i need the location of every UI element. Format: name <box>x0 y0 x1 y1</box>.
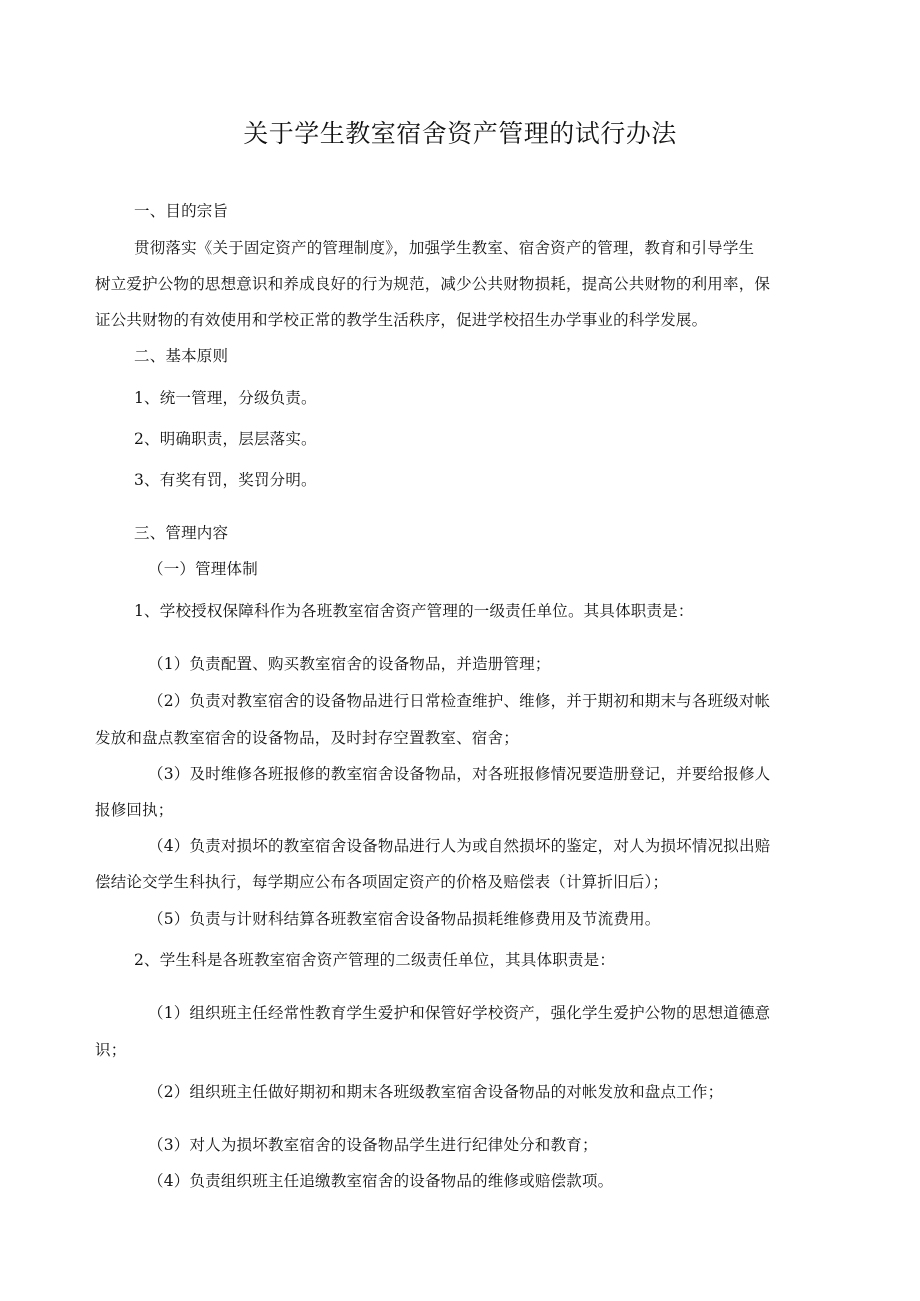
duty-item: （5）负责与计财科结算各班教室宿舍设备物品损耗维修费用及节流费用。 <box>148 910 661 928</box>
principle-item: 2、明确职责，层层落实。 <box>134 430 317 448</box>
section-heading-content: 三、管理内容 <box>134 524 229 542</box>
section-heading-purpose: 一、目的宗旨 <box>134 202 229 220</box>
duty-item: （3）对人为损坏教室宿舍的设备物品学生进行纪律处分和教育； <box>148 1136 598 1154</box>
paragraph-line: 树立爱护公物的思想意识和养成良好的行为规范，减少公共财物损耗，提高公共财物的利用率，保 <box>95 275 771 293</box>
principle-item: 3、有奖有罚，奖罚分明。 <box>134 471 317 489</box>
section-heading-principles: 二、基本原则 <box>134 347 229 365</box>
duty-item: （1）负责配置、购买教室宿舍的设备物品，并造册管理； <box>148 655 551 673</box>
duty-item: （3）及时维修各班报修的教室宿舍设备物品，对各班报修情况要造册登记，并要给报修人 <box>148 765 771 783</box>
paragraph-line: 1、学校授权保障科作为各班教室宿舍资产管理的一级责任单位。其具体职责是： <box>134 602 694 620</box>
paragraph-line: 2、学生科是各班教室宿舍资产管理的二级责任单位，其具体职责是： <box>134 951 616 969</box>
document-title: 关于学生教室宿舍资产管理的试行办法 <box>243 119 677 148</box>
subsection-heading: （一）管理体制 <box>148 560 258 578</box>
duty-item: （4）负责对损坏的教室宿舍设备物品进行人为或自然损坏的鉴定，对人为损坏情况拟出赔 <box>148 837 771 855</box>
duty-item-continued: 报修回执； <box>95 801 174 819</box>
paragraph-line: 证公共财物的有效使用和学校正常的教学生活秩序，促进学校招生办学事业的科学发展。 <box>95 311 708 329</box>
duty-item: （2）组织班主任做好期初和期末各班级教室宿舍设备物品的对帐发放和盘点工作； <box>148 1083 724 1101</box>
principle-item: 1、统一管理，分级负责。 <box>134 389 317 407</box>
duty-item: （1）组织班主任经常性教育学生爱护和保管好学校资产，强化学生爱护公物的思想道德意 <box>148 1004 771 1022</box>
duty-item-continued: 识； <box>95 1041 127 1059</box>
duty-item-continued: 发放和盘点教室宿舍的设备物品，及时封存空置教室、宿舍； <box>95 729 519 747</box>
paragraph-line: 贯彻落实《关于固定资产的管理制度》，加强学生教室、宿舍资产的管理，教育和引导学生 <box>134 239 755 257</box>
duty-item: （4）负责组织班主任追缴教室宿舍的设备物品的维修或赔偿款项。 <box>148 1172 614 1190</box>
duty-item-continued: 偿结论交学生科执行，每学期应公布各项固定资产的价格及赔偿表（计算折旧后）； <box>95 873 669 891</box>
duty-item: （2）负责对教室宿舍的设备物品进行日常检查维护、维修，并于期初和期末与各班级对帐 <box>148 692 771 710</box>
